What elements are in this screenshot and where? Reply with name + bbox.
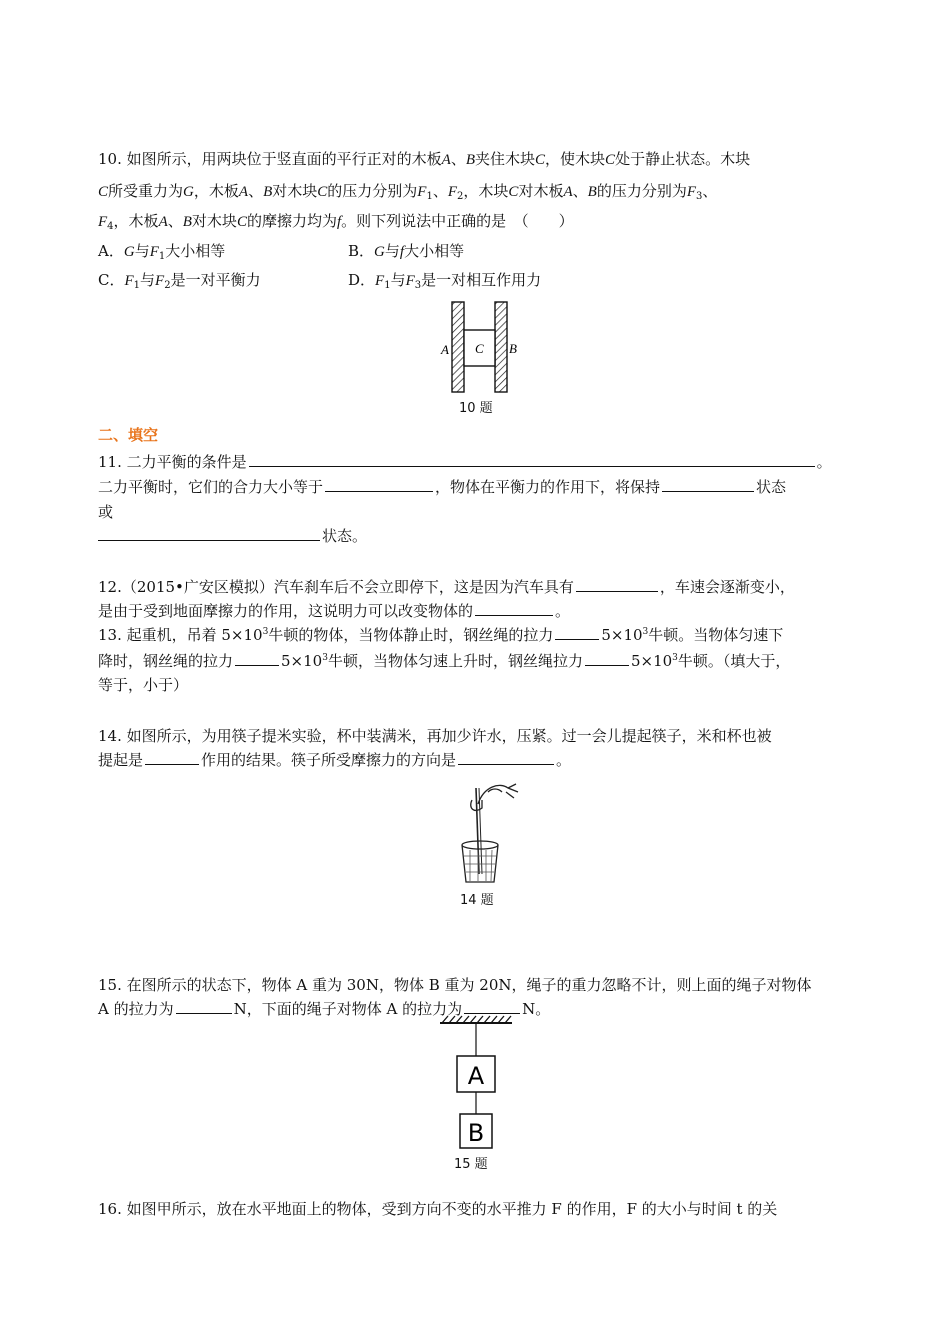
q11-blank-3[interactable] [662,476,754,492]
q12-blank-2[interactable] [475,600,553,616]
q11-line-2: 二力平衡时，它们的合力大小等于 ，物体在平衡力的作用下，将保持 状态 [98,478,787,496]
q15-blank-1[interactable] [176,998,232,1014]
q13-line-3: 等于，小于） [98,676,189,694]
q12-line-1: 12.（2015•广安区模拟）汽车刹车后不会立即停下，这是因为汽车具有 ，车速会逐渐变小， [98,578,795,596]
q13-line-2: 降时，钢丝绳的拉力 $5\times 10^3$牛顿，当物体匀速上升时，钢丝绳拉力 $5\times 10^3$牛顿。（填大于， [98,652,791,670]
q15-line-1: 15. 在图所示的状态下，物体 A 重为 30N，物体 B 重为 20N，绳子的重力忽略不计，则上面的绳子对物体 [98,976,812,994]
q11-line-1: 11. 二力平衡的条件是 。 [98,453,832,471]
figure-15 [436,1014,516,1152]
q11-blank-4[interactable] [98,525,320,541]
q14-line-1: 14. 如图所示，为用筷子提米实验，杯中装满米，再加少许水，压紧。过一会儿提起筷子，米和杯也被 [98,727,772,745]
q10-line-2: C所受重力为G，木板A、B对木块C的压力分别为$F_1$、$F_2$，木块C对木板A、B的压力分别为$F_3$、 [98,182,718,202]
figure-10-caption: 10 题 [459,401,493,416]
q10-option-c: C．$F_1$与$F_2$是一对平衡力 [98,271,261,291]
board-a-shape [452,302,464,392]
q13-line-1: 13. 起重机，吊着 $5\times 10^3$牛顿的物体，当物体静止时，钢丝绳的拉力 $5\times 10^3$牛顿。当物体匀速下 [98,626,784,644]
q10-line-3: $F_4$，木板A、B对木块C的摩擦力均为f。则下列说法中正确的是 （ ） [98,212,574,232]
rice-texture-shape [464,850,496,881]
q13-blank-2[interactable] [235,650,279,666]
q14-line-2: 提起是 作用的结果。筷子所受摩擦力的方向是 。 [98,751,572,769]
q10-option-b: B．G与f大小相等 [348,242,465,260]
figure-15-label-a: A [467,1062,485,1090]
figure-10-label-b: B [509,341,517,356]
figure-10-label-c: C [475,341,484,356]
figure-14 [448,778,528,888]
q14-blank-2[interactable] [458,749,554,765]
q11-line-4: 状态。 [98,525,367,547]
figure-14-caption: 14 题 [460,893,494,908]
q15-blank-2[interactable] [464,998,520,1014]
board-b-shape [495,302,507,392]
cup-rim-shape [462,841,498,849]
q12-blank-1[interactable] [576,576,658,592]
q10-line-1: 10. 如图所示，用两块位于竖直面的平行正对的木板A、B夹住木块C，使木块C处于静止状态。木块 [98,150,751,168]
q13-blank-3[interactable] [585,650,629,666]
figure-10-label-a: A [441,342,449,357]
q14-blank-1[interactable] [145,749,199,765]
cup-shape [462,845,498,882]
q11-line-3: 或 [98,503,114,521]
q13-blank-1[interactable] [555,624,599,640]
q16-line-1: 16. 如图甲所示，放在水平地面上的物体，受到方向不变的水平推力 F 的作用，F 的大小与时间 t 的关 [98,1200,778,1218]
figure-15-caption: 15 题 [454,1157,488,1172]
q11-blank-2[interactable] [325,476,433,492]
q15-line-2: A 的拉力为 N，下面的绳子对物体 A 的拉力为 N。 [98,1000,551,1018]
section-heading: 二、填空 [98,426,159,444]
hand-shape [478,784,518,804]
ceiling-hatch-shape [442,1016,511,1023]
q11-blank-1[interactable] [249,451,815,467]
q10-option-d: D．$F_1$与$F_3$是一对相互作用力 [348,271,542,291]
figure-15-label-b: B [467,1119,485,1147]
q10-option-a: A．G与$F_1$大小相等 [98,242,226,262]
q12-line-2: 是由于受到地面摩擦力的作用，这说明力可以改变物体的 。 [98,602,571,620]
